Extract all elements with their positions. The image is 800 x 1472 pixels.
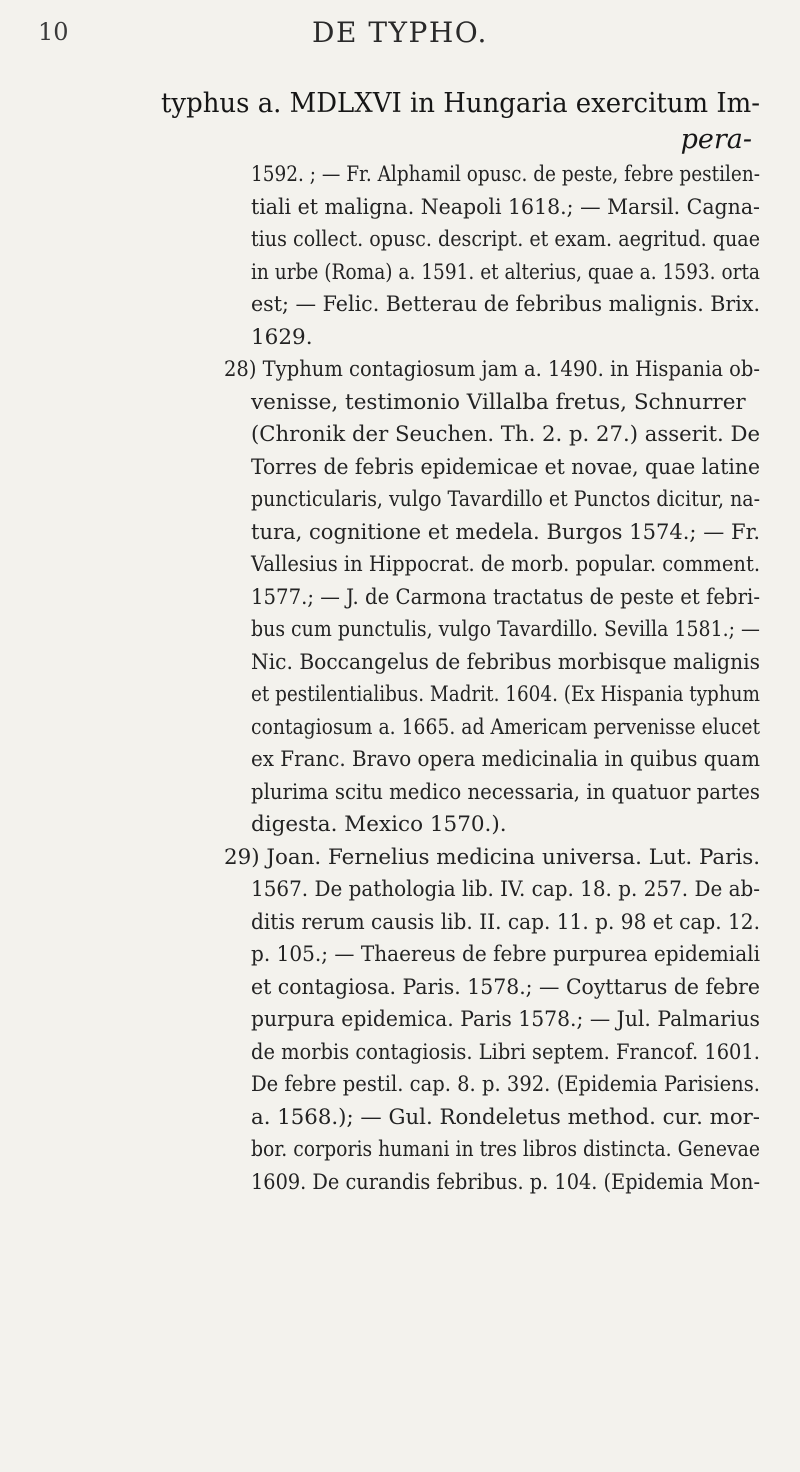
text-line-25 [251,877,800,902]
text-line-34 [251,1170,800,1195]
text-line-23-content: digesta. Mexico 1570.). [251,812,507,837]
text-line-19-content: et pestilentialibus. Madrit. 1604. (Ex Hispania typhum [251,682,760,707]
text-line-9-content: 28) Typhum contagiosum jam a. 1490. in Hispania ob- [224,357,761,382]
text-line-27-content: p. 105.; — Thaereus de febre purpurea epidemiali [251,942,760,967]
text-line-11 [251,422,800,447]
text-line-5 [251,227,800,252]
text-line-20-content: contagiosum a. 1665. ad Americam pervenisse elucet [251,715,760,740]
text-line-30 [251,1040,800,1065]
text-line-8 [251,325,800,350]
text-line-19 [251,682,800,707]
text-line-31-content: De febre pestil. cap. 8. p. 392. (Epidemia Parisiens. [251,1072,761,1097]
text-line-10-content: venisse, testimonio Villalba fretus, Schnurrer [251,390,746,415]
text-line-30-content: de morbis contagiosis. Libri septem. Francof. 1601. [251,1040,760,1065]
text-line-1-content: typhus a. MDLXVI in Hungaria exercitum Im- [161,88,761,119]
text-line-22-content: plurima scitu medico necessaria, in quatuor partes [251,780,761,805]
text-line-18 [251,650,800,675]
text-line-13 [251,487,800,512]
text-line-26 [251,910,800,935]
text-line-4-content: tiali et maligna. Neapoli 1618.; — Marsil. Cagna- [251,195,760,220]
text-line-25-content: 1567. De pathologia lib. IV. cap. 18. p. 257. De ab- [251,877,761,902]
text-line-32 [251,1105,800,1130]
text-line-15 [251,552,800,577]
text-line-4 [251,195,800,220]
text-line-23 [251,812,800,837]
text-line-33 [251,1137,800,1162]
text-line-34-content: 1609. De curandis febribus. p. 104. (Epidemia Mon- [251,1170,761,1195]
text-line-15-content: Vallesius in Hippocrat. de morb. popular. comment. [251,552,761,577]
text-line-13-content: puncticularis, vulgo Tavardillo et Punctos dicitur, na- [251,487,761,512]
text-line-24-content: 29) Joan. Fernelius medicina universa. Lut. Paris. [224,845,761,870]
text-line-31 [251,1072,800,1097]
text-line-29 [251,1007,800,1032]
text-line-29-content: purpura epidemica. Paris 1578.; — Jul. Palmarius [251,1007,761,1032]
text-line-2-content: pera- [680,124,752,155]
running-title: DE TYPHO. [312,16,488,49]
text-line-21 [251,747,800,772]
text-line-10 [251,390,800,415]
text-line-7-content: est; — Felic. Betterau de febribus malignis. Brix. [251,292,761,317]
text-line-6-content: in urbe (Roma) a. 1591. et alterius, quae a. 1593. orta [251,260,760,285]
text-line-5-content: tius collect. opusc. descript. et exam. aegritud. quae [251,227,761,252]
text-line-17 [251,617,800,642]
text-line-12-content: Torres de febris epidemicae et novae, quae latine [251,455,761,480]
text-line-12 [251,455,800,480]
text-line-20 [251,715,800,740]
text-line-14 [251,520,800,545]
text-line-11-content: (Chronik der Seuchen. Th. 2. p. 27.) asserit. De [251,422,761,447]
text-line-6 [251,260,800,285]
text-line-24 [224,845,800,870]
text-line-22 [251,780,800,805]
text-line-7 [251,292,800,317]
text-line-18-content: Nic. Boccangelus de febribus morbisque malignis [251,650,760,675]
text-line-27 [251,942,800,967]
page-number: 10 [38,18,69,46]
text-line-2 [0,124,752,155]
text-line-16-content: 1577.; — J. de Carmona tractatus de peste et febri- [251,585,760,610]
text-line-26-content: ditis rerum causis lib. II. cap. 11. p. 98 et cap. 12. [251,910,761,935]
text-line-28-content: et contagiosa. Paris. 1578.; — Coyttarus de febre [251,975,760,1000]
text-line-28 [251,975,800,1000]
text-line-1 [161,88,800,119]
text-line-32-content: a. 1568.); — Gul. Rondeletus method. cur. mor- [251,1105,761,1130]
text-line-17-content: bus cum punctulis, vulgo Tavardillo. Sevilla 1581.; — [251,617,760,642]
text-line-9 [224,357,800,382]
text-line-14-content: tura, cognitione et medela. Burgos 1574.; — Fr. [251,520,761,545]
text-line-3 [251,162,800,187]
text-line-21-content: ex Franc. Bravo opera medicinalia in quibus quam [251,747,761,772]
text-line-8-content: 1629. [251,325,313,350]
text-line-3-content: 1592. ; — Fr. Alphamil opusc. de peste, febre pestilen- [251,162,760,187]
text-line-16 [251,585,800,610]
text-line-33-content: bor. corporis humani in tres libros distincta. Genevae [251,1137,761,1162]
